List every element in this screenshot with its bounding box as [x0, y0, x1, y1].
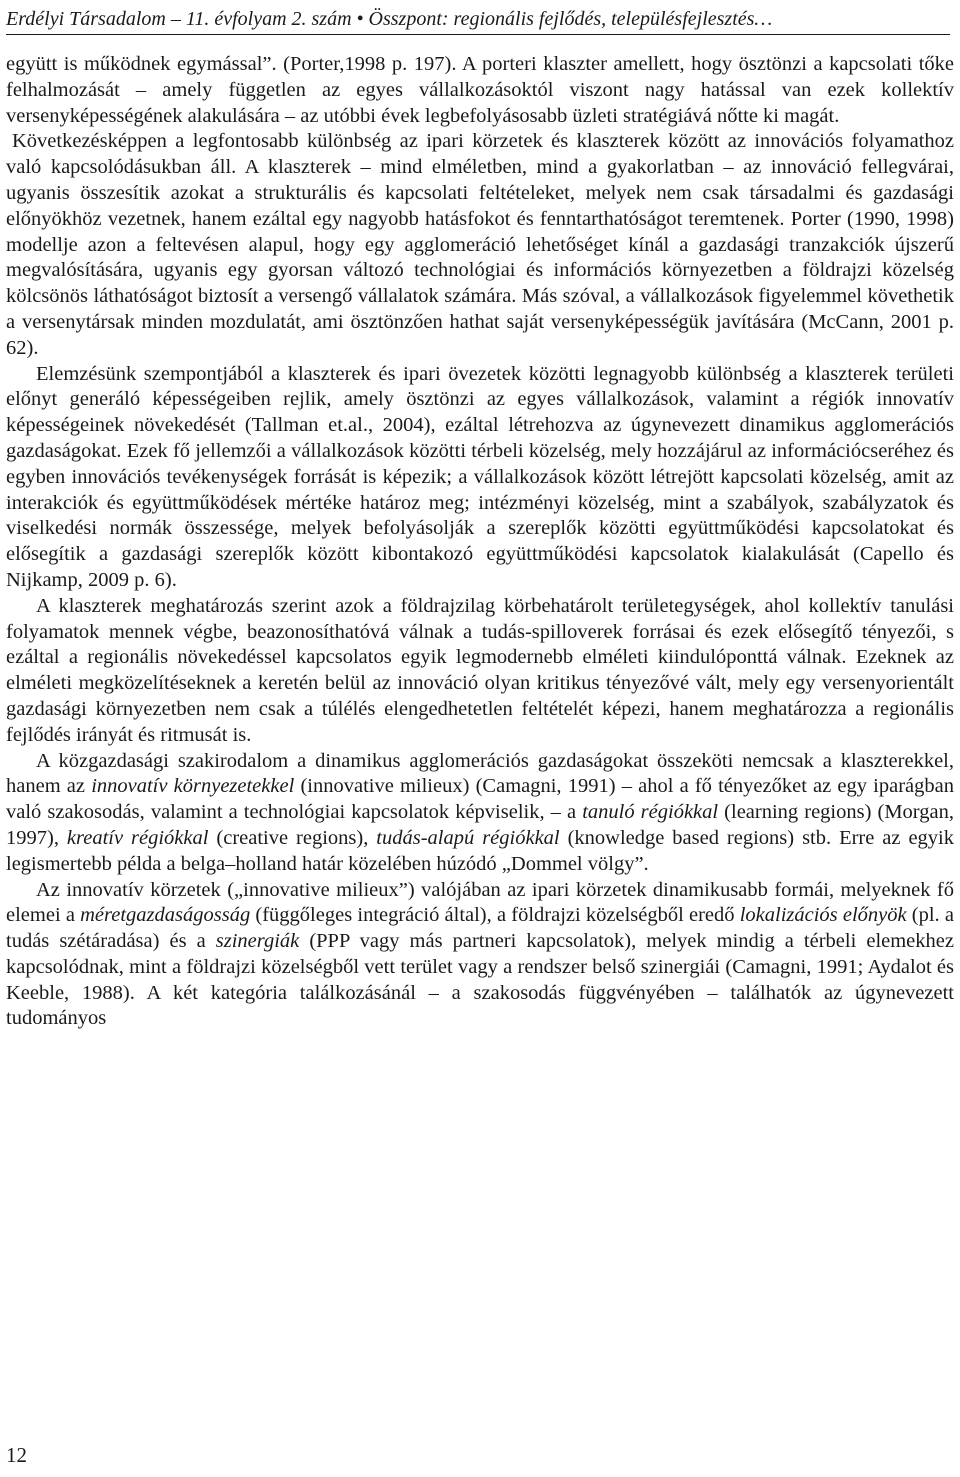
- italic-term: méretgazdaságosság: [80, 904, 251, 927]
- paragraph: [6, 129, 954, 361]
- paragraph-text: A klaszterek meghatározás szerint azok a földrajzilag körbehatárolt területegységek, ahol kollektív tanulási folyamatok mennek végbe, beazonosíthatóvá válnak a tudás-spilloverek forrásai és ezek elősegítő tényezői, s ezáltal a regionális növekedéssel kapcsolatos egyik legmodernebb elméleti kiindulóponttá válnak. Ezeknek az elméleti megközelítéseknek a keretén belül az innováció olyan kritikus tényezővé vált, mely egy versenyorientált gazdasági környezetben nem csak a túlélés elengedhetetlen feltételét képezi, hanem meghatározza a regionális fejlődés irányát és ritmusát is.: [6, 594, 954, 746]
- paragraph-text: (knowledge based regions) stb. Erre az egyik legismertebb példa a belga–holland határ közelében húzódó „Dommel völgy”.: [6, 826, 954, 875]
- paragraph-text: A közgazdasági szakirodalom a dinamikus agglomerációs gazdaságokat összeköti nemcsak a klaszterekkel, hanem az: [6, 749, 954, 798]
- paragraph-text: (learning regions) (Morgan, 1997),: [6, 801, 954, 849]
- paragraph: [6, 594, 954, 749]
- paragraph-text: Az innovatív körzetek („innovative milieux”) valójában az ipari körzetek dinamikusabb formái, melyeknek fő elemei a: [6, 878, 954, 927]
- paragraph: [6, 749, 954, 878]
- paragraph: [6, 362, 954, 594]
- italic-term: lokalizációs előnyök: [739, 904, 907, 927]
- paragraph: [6, 878, 954, 1033]
- page-number: 12: [6, 1443, 27, 1467]
- italic-term: tudás-alapú régiókkal: [376, 826, 560, 849]
- paragraph: [6, 52, 954, 129]
- paragraph-text: (PPP vagy más partneri kapcsolatok), melyek mindig a térbeli elemekhez kapcsolódnak, mint a földrajzi közelségből vett terület vagy a rendszer belső szinergiái (Camagni, 1991; Aydalot és Keeble, 1988). A két kategória találkozásánál – a szakosodás függvényében – találhatók az úgynevezett tudományos: [6, 930, 954, 1030]
- paragraph-text: együtt is működnek egymással”. (Porter,1998 p. 197). A porteri klaszter amellett, hogy ösztönzi a kapcsolati tőke felhalmozását – amely független az egyes vállalkozásoktól viszont nagy hatással van ezek kollektív versenyképességének alakulására – az utóbbi évek legbefolyásosabb üzleti stratégiává nőtte ki magát.: [6, 53, 954, 127]
- italic-term: innovatív környezetekkel: [91, 775, 295, 798]
- paragraph-text: (innovative milieux) (Camagni, 1991) – ahol a fő tényezőket az egy iparágban való szakosodás, valamint a technológiai kapcsolatok képviselik, – a: [6, 775, 955, 824]
- paragraph-text: (pl. a tudás szétáradása) és a: [6, 904, 954, 953]
- running-header: Erdélyi Társadalom – 11. évfolyam 2. szám • Összpont: regionális fejlődés, településfejlesztés…: [6, 6, 950, 35]
- italic-term: szinergiák: [215, 930, 300, 953]
- paragraph-text: (creative regions),: [208, 826, 377, 849]
- article-body: [6, 52, 954, 1032]
- paragraph-text: Elemzésünk szempontjából a klaszterek és ipari övezetek közötti legnagyobb különbség a klaszterek területi előnyt generáló képességeiben rejlik, amely ösztönzi az egyes vállalkozások, valamint a régiók innovatív képességeinek növekedését (Tallman et.al., 2004), ezáltal létrehozva az úgynevezett dinamikus agglomerációs gazdaságokat. Ezek fő jellemzői a vállalkozások közötti térbeli közelség, mely hozzájárul az információcseréhez és egyben innovációs tevékenységek forrását is képezik; a vállalkozások között létrejött kapcsolati közelség, amit az interakciók és együttműködések mértéke határoz meg; intézményi közelség, mint a szabályok, szabályzatok és viselkedési normák összessége, melyek befolyásolják a szereplők közötti együttműködési kapcsolatokat és elősegítik a gazdasági szereplők között kibontakozó együttműködési kapcsolatok kialakulását (Capello és Nijkamp, 2009 p. 6).: [6, 362, 954, 591]
- italic-term: tanuló régiókkal: [582, 801, 719, 824]
- paragraph-text: Következésképpen a legfontosabb különbség az ipari körzetek és klaszterek között az innovációs folyamathoz való kapcsolódásukban áll. A klaszterek – mind elméletben, mind a gyakorlatban – az innováció fellegvárai, ugyanis összesítik azokat a strukturális és kapcsolati feltételeket, melyek nem csak társadalmi és gazdasági előnyökhöz vezetnek, hanem ezáltal egy nagyobb hatásfokot és fenntarthatóságot teremtenek. Porter (1990, 1998) modellje azon a feltevésen alapul, hogy egy agglomeráció lehetőséget kínál a gazdasági tranzakciók újszerű megvalósítására, ugyanis egy gyorsan változó technológiai és információs környezetben a földrajzi közelség kölcsönös láthatóságot biztosít a versengő vállalatok számára. Más szóval, a vállalkozások figyelemmel követhetik a versenytársak minden mozdulatát, ami ösztönzően hathat saját versenyképességük javítására (McCann, 2001 p. 62).: [6, 130, 954, 359]
- paragraph-text: (függőleges integráció által), a földrajzi közelségből eredő: [250, 904, 740, 927]
- italic-term: kreatív régiókkal: [66, 826, 209, 849]
